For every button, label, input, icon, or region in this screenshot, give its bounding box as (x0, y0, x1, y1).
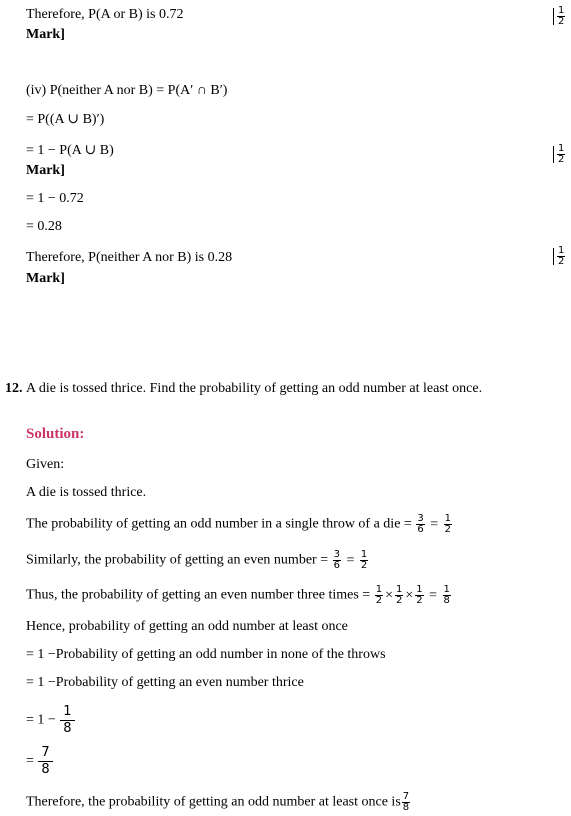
three-times-line: Thus, the probability of getting an even number three times = $\frac{1}{2}$ × $\frac{1}{2}$ × $\frac{1}{2}$ = $\frac{1}{8}$ (26, 584, 450, 606)
final-line (26, 792, 411, 813)
conclusion-a-or-b: Therefore, P(A or B) is 0.72 (26, 7, 184, 22)
fraction-7-8: $\frac{7}{8}$ (402, 791, 410, 813)
even-probability-line: Similarly, the probability of getting an even number = $\frac{3}{6}$ = $\frac{1}{2}$ (26, 549, 368, 571)
one-minus-text: = 1 − (26, 712, 56, 728)
equals-sign: = (26, 753, 34, 769)
given-label: Given: (26, 457, 65, 472)
step-line: = 1 − 0.72 (26, 191, 84, 206)
given-text: A die is tossed thrice. (26, 485, 147, 500)
solution-heading: Solution: (26, 426, 85, 442)
final-text: Therefore, the probability of getting an odd number at least once is (26, 794, 401, 810)
fraction-1-8: $\frac{1}{8}$ (60, 704, 74, 737)
half-mark-indicator: $\frac{1}{2}$ (553, 144, 566, 165)
odd-probability-line: The probability of getting an odd number in a single throw of a die = $\frac{3}{6}$ = $\frac{1}{2}$ (26, 513, 451, 535)
conclusion-neither: Therefore, P(neither A nor B) is 0.28 (26, 250, 233, 265)
fraction-1-2: $\frac{1}{2}$ (395, 584, 403, 606)
fraction-1-2: $\frac{1}{2}$ (375, 584, 383, 606)
fraction-1-2: $\frac{1}{2}$ (360, 549, 368, 571)
one-minus-line (26, 704, 76, 737)
fraction-1-2: $\frac{1}{2}$ (444, 513, 451, 535)
question-text: A die is tossed thrice. Find the probability of getting an odd number at least once. (26, 381, 483, 396)
half-mark-indicator: $\frac{1}{2}$ (553, 6, 566, 27)
mark-label: Mark] (26, 27, 65, 42)
three-times-text: Thus, the probability of getting an even number three times = (26, 587, 371, 603)
part-iv-statement: (iv) P(neither A nor B) = P(A′ ∩ B′) (26, 83, 228, 98)
none-line: = 1 −Probability of getting an odd number in none of the throws (26, 647, 386, 662)
odd-probability-text: The probability of getting an odd number in a single throw of a die = (26, 516, 412, 532)
question-number: 12. (5, 381, 23, 396)
fraction-3-6: $\frac{3}{6}$ (333, 549, 340, 571)
fraction-1-8: $\frac{1}{8}$ (443, 584, 450, 606)
step-line: = P((A ∪ B)′) (26, 112, 105, 127)
fraction-7-8: $\frac{7}{8}$ (38, 745, 52, 778)
mark-label: Mark] (26, 163, 65, 178)
fraction-1-2: $\frac{1}{2}$ (416, 584, 423, 606)
mark-label: Mark] (26, 271, 65, 286)
hence-line: Hence, probability of getting an odd number at least once (26, 619, 348, 634)
step-line: = 0.28 (26, 219, 62, 234)
even-thrice-line: = 1 −Probability of getting an even number thrice (26, 675, 304, 690)
result-line (26, 745, 54, 778)
step-line: = 1 − P(A ∪ B) (26, 143, 114, 158)
half-mark-indicator: $\frac{1}{2}$ (553, 246, 566, 267)
fraction-3-6: $\frac{3}{6}$ (417, 513, 424, 535)
even-probability-text: Similarly, the probability of getting an even number = (26, 552, 329, 568)
